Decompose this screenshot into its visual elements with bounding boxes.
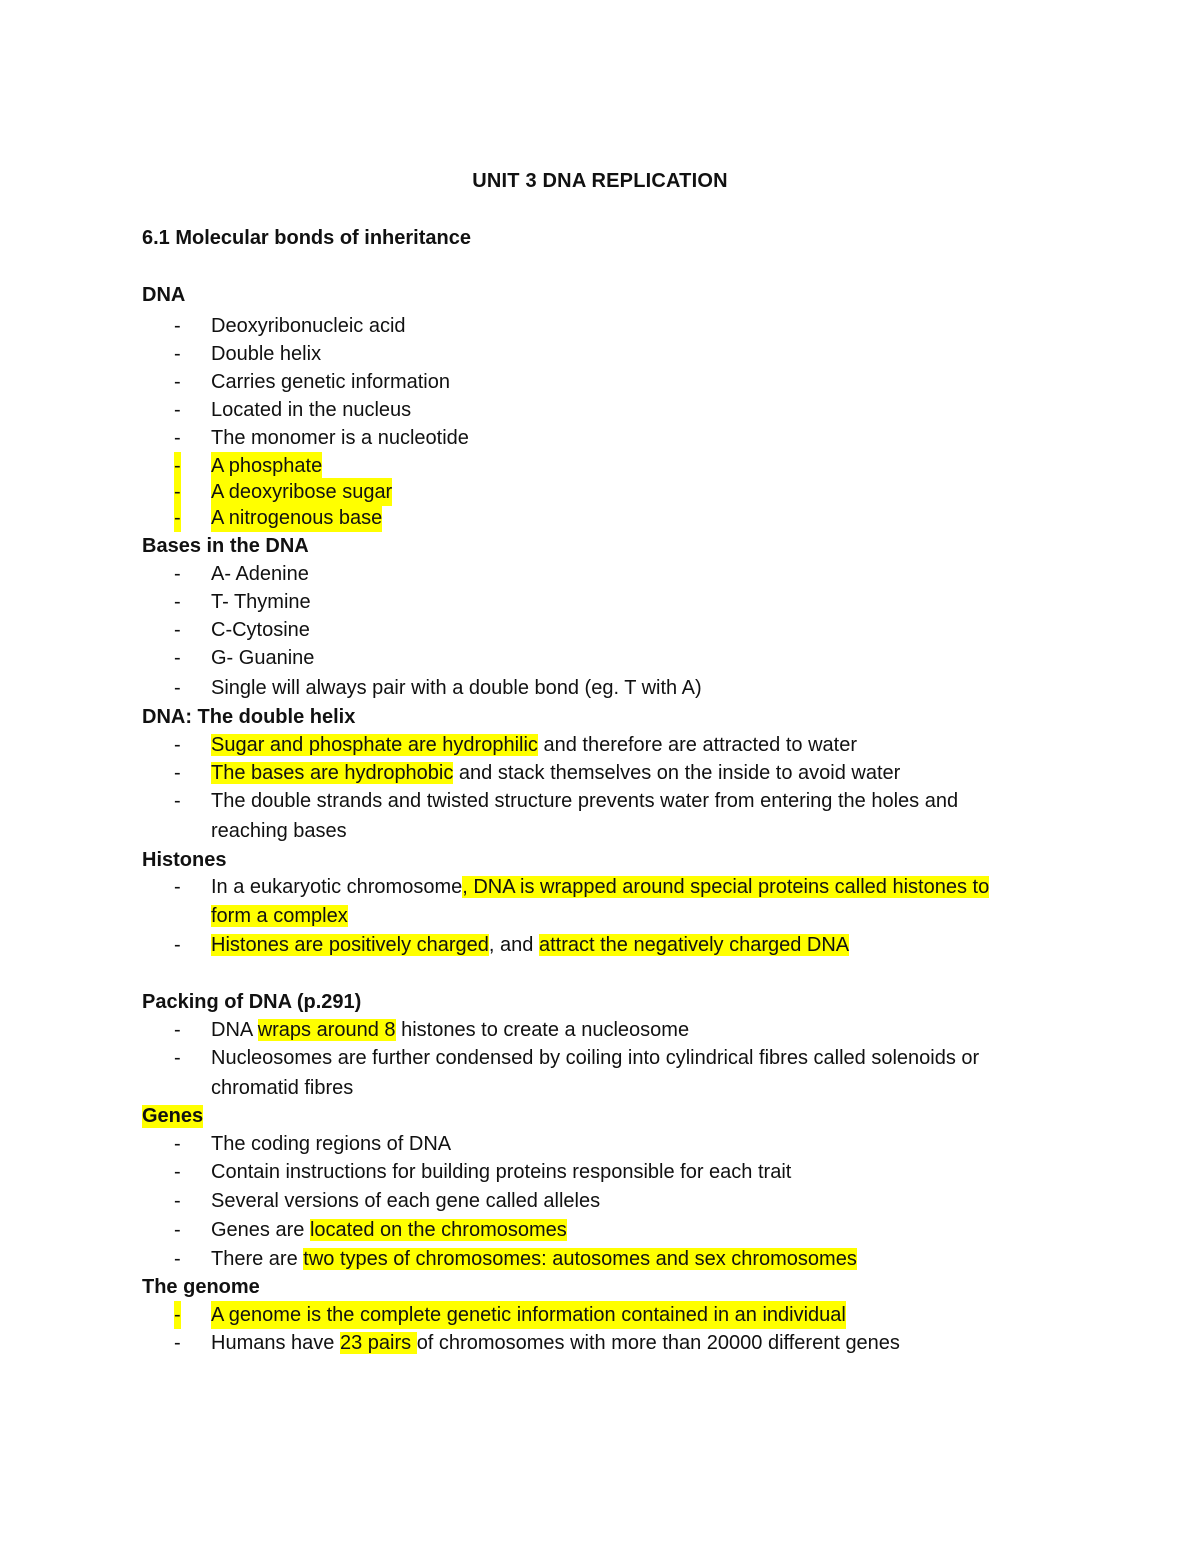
heading-dna: DNA — [142, 284, 186, 306]
list-item-continuation: chromatid fibres — [211, 1077, 354, 1099]
heading-packing: Packing of DNA (p.291) — [142, 991, 362, 1013]
heading-genes: Genes — [142, 1105, 204, 1127]
document-page: UNIT 3 DNA REPLICATION 6.1 Molecular bonds of inheritance DNA - Deoxyribonucleic acid - Double helix - Carries genetic information - Located in the nucleus - The monomer is a nucleotide - A phosphate - A deoxyribose sugar - A nitrogenous base Bases in the DNA - A- Adenine - T- Thymine - C-Cytosine - G- Guanine - Single will always pair with a double bond (eg. T with A) DNA: The double helix - Sugar and phosphate are hydrophilic and therefore are attracted to water - The bases are hydrophobic and stack themselves on the inside to avoid water - The double strands and twisted structure prevents water from entering the holes and reaching bases Histones - In a eukaryotic chromosome, DNA is wrapped around special proteins called histones to form a complex - Histones are positively charged, and attract the negatively charged DNA Packing of DNA (p.291) - DNA wraps around 8 histones to create a nucleosome - Nucleosomes are further condensed by coiling into cylindrical fibres called solenoids or chromatid fibres Genes - The coding regions of DNA - Contain instructions for building proteins responsible for each trait - Several versions of each gene called alleles - Genes are located on the chromosomes - There are two types of chromosomes: autosomes and sex chromosomes The genome - A genome is the complete genetic information contained in an individual - Humans have 23 pairs of chromosomes with more than 20000 different genes — [0, 0, 1200, 1553]
heading-bases: Bases in the DNA — [142, 535, 309, 557]
heading-histones: Histones — [142, 849, 227, 871]
section-title: 6.1 Molecular bonds of inheritance — [142, 227, 471, 249]
heading-double-helix: DNA: The double helix — [142, 706, 356, 728]
list-item-continuation: form a complex — [211, 905, 348, 927]
document-title: UNIT 3 DNA REPLICATION — [472, 170, 728, 192]
heading-genome: The genome — [142, 1276, 260, 1298]
list-item-continuation: reaching bases — [211, 820, 347, 842]
